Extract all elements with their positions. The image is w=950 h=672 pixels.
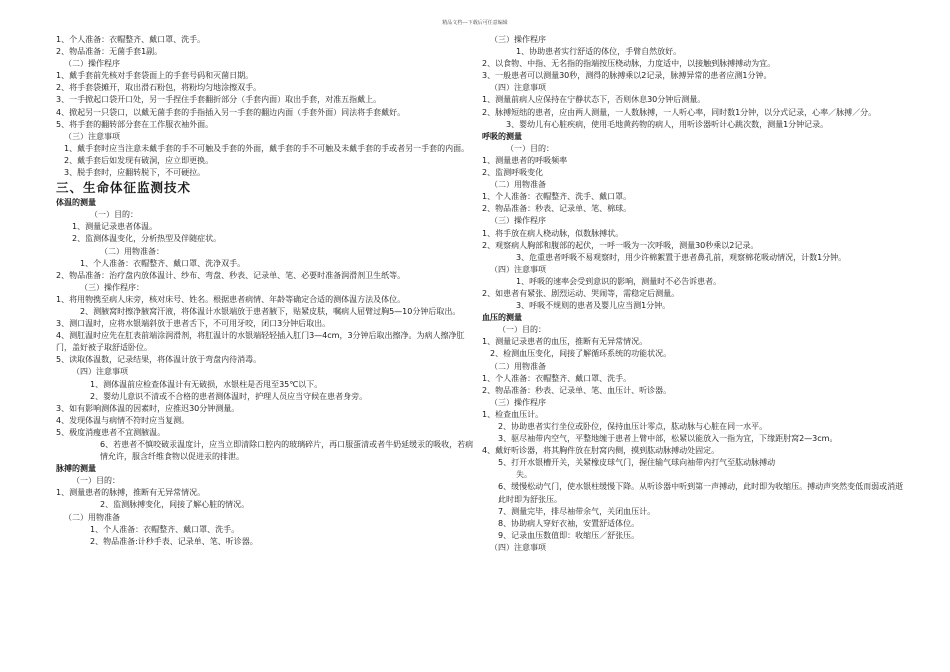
text-line: 1、将手放在病人桡动脉，似数脉搏状。: [482, 228, 624, 238]
text-line: 2、物品准备:计秒手表、记录单、笔、听诊器。: [90, 536, 258, 546]
text-line: 3、一手掀起口袋开口处，另一手捏住手套翻折部分（手套内面）取出手套，对准五指戴上。: [56, 95, 382, 105]
text-line: 1、戴手套时应当注意未戴手套的手不可触及手套的外面，戴手套的手不可触及未戴手套的手或者另一手套的内面。: [64, 143, 470, 153]
text-line: 1、测量患者的脉搏，推断有无异常情况。: [56, 488, 206, 498]
text-line: （三）操作程序：: [80, 282, 144, 292]
text-line: 4、戴好听诊器，将其胸件放在肘窝内侧，摸到肱动脉搏动处固定。: [482, 446, 720, 456]
text-line: 1、检查血压计。: [482, 409, 544, 419]
left-column: [56, 34, 476, 548]
text-line: 1、个人准备：衣帽整齐、戴口罩、洗净双手。: [80, 258, 246, 268]
subsection-heading: 呼吸的测量: [482, 131, 522, 141]
text-line: 1、测量记录患者体温。: [72, 222, 158, 232]
text-line: （一）目的：: [506, 143, 554, 153]
text-line: 1、戴手套前先核对手套袋面上的手套号码和灭菌日期。: [56, 71, 254, 81]
text-line: 1、测体温前应检查体温计有无破损，水银柱是否甩至35℃以下。: [90, 379, 323, 389]
text-line: 6、缓慢松动气门，使水银柱缓慢下降。从听诊器中听到第一声搏动，此时即为收缩压。搏动声突然变低而弱或消逝此时即为舒张压。: [498, 482, 904, 504]
text-line: 5、将手套的翻转部分套在工作服衣袖外面。: [56, 119, 214, 129]
text-line: 3、婴幼儿有心脏疾病，使用毛地黄药物的病人，用听诊器听计心跳次数，测量1分钟记录。: [506, 119, 829, 129]
text-line: （三）操作程序: [490, 216, 546, 226]
text-line: （一）目的：: [72, 476, 120, 486]
text-line: 2、物品准备：治疗盘内放体温计、纱布、弯盘、秒表、记录单、笔、必要时准备润滑剂卫生纸等。: [56, 270, 406, 280]
text-line: （四）注意事项: [490, 542, 546, 552]
text-line: 1、测量前病人应保持在宁静状态下，否则休息30分钟后测量。: [482, 95, 706, 105]
text-line: （二）用物准备: [64, 512, 120, 522]
text-line: 9、记录血压数值即：收缩压／舒张压。: [498, 530, 640, 540]
text-line: 3、驱尽袖带内空气，平整地缠于患者上臂中部，松紧以能放入一指为宜，下缘距肘窝2—3cm。: [498, 434, 838, 444]
text-line: 2、监测呼吸变化: [482, 168, 544, 178]
text-line: （二）操作程序: [64, 59, 120, 69]
text-line: （三）操作程序: [490, 35, 546, 44]
text-line: 2、脉搏短绌的患者，应由两人测量，一人数脉搏，一人听心率，同时数1分钟，以分式记录，心率／脉搏／分。: [482, 107, 877, 117]
text-line: （一）目的：: [90, 210, 138, 220]
text-line: 3、呼吸不规则的患者及婴儿应当测1分钟。: [516, 301, 671, 311]
text-line: 3、一般患者可以测量30秒，测得的脉搏乘以2记录，脉搏异常的患者应测1分钟。: [482, 71, 772, 81]
text-line: 1、协助患者实行舒适的体位，手臂自然放好。: [516, 47, 682, 57]
text-line: 1、个人准备：衣帽整齐、戴口罩、洗手。: [482, 373, 632, 383]
text-line: （二）用物准备: [490, 361, 546, 371]
subsection-heading: 血压的测量: [482, 313, 522, 323]
text-line: （三）注意事项: [64, 131, 120, 141]
text-line: 2、测腋窝时擦净腋窝汗液，将体温计水银端放于患者腋下，贴紧皮肤，嘱病人屈臂过胸5—10分钟后取出。: [80, 306, 461, 316]
text-line: 3、测口温时，应将水银端斜放于患者舌下，不可用牙咬，闭口3分钟后取出。: [56, 319, 331, 329]
text-line: 5、极度消瘦患者不宜测腋温。: [56, 427, 166, 437]
text-line: 3、脱手套时，应翻转脱下，不可硬拉。: [64, 168, 206, 178]
text-line: （四）注意事项: [490, 83, 546, 93]
subsection-heading: 脉搏的测量: [56, 464, 96, 474]
text-line: 2、物品准备：秒表、记录单、笔、棉球。: [482, 204, 632, 214]
text-line: 1、呼吸的速率会受到意识的影响，测量时不必告诉患者。: [516, 276, 722, 286]
section-heading: 三、生命体征监测技术: [56, 180, 192, 196]
text-line: 1、个人准备：衣帽整齐、洗手、戴口罩。: [482, 192, 632, 202]
subsection-heading: 体温的测量: [56, 198, 96, 208]
text-line: 7、测量完毕，排尽袖带余气，关闭血压计。: [498, 506, 656, 516]
text-line: （四）注意事项: [490, 264, 546, 274]
text-line: 4、掀起另一只袋口，以戴无菌手套的手指插入另一手套的翻边内面（手套外面）同法将手套戴好。: [56, 107, 406, 117]
text-line: 3、如有影响测体温的因素时，应推迟30分钟测量。: [56, 403, 240, 413]
text-line: 5、打开水银槽开关，关紧橡皮球气门，握住输气球向袖带内打气至肱动脉搏动: [498, 458, 776, 468]
text-line: 2、监测脉搏变化，间接了解心脏的情况。: [100, 500, 250, 510]
text-line: （二）用物准备: [490, 180, 546, 190]
text-line: 2、监测体温变化，分析热型及伴随症状。: [72, 234, 222, 244]
text-line: 2、物品准备：无菌手套1副。: [56, 47, 163, 57]
text-line: 3、危重患者呼吸不易观察时，用少许棉絮置于患者鼻孔前，观察棉花吸动情况，计数1分钟。: [516, 252, 847, 262]
text-line: 2、以食物、中指、无名指的指端按压桡动脉，力度适中，以接触到脉搏搏动为宜。: [482, 59, 776, 69]
text-line: 1、测量患者的呼吸频率: [482, 155, 568, 165]
text-line: 1、将用物携至病人床旁，核对床号、姓名。根据患者病情、年龄等确定合适的测体温方法及体位。: [56, 294, 406, 304]
text-line: 2、协助患者实行坐位或卧位，保持血压计零点，肱动脉与心脏在同一水平。: [498, 422, 768, 431]
text-line: 2、婴幼儿意识不清或不合格的患者测体温时，护理人员应当守候在患者身旁。: [90, 391, 368, 401]
text-line: （一）目的：: [498, 325, 546, 335]
text-line: 1、个人准备：衣帽整齐、戴口罩、洗手。: [90, 524, 240, 534]
text-line: 2、将手套袋摊开，取出滑石粉包，将粉均匀地涂擦双手。: [56, 83, 262, 93]
text-line: 5、读取体温数，记录结果，将体温计放于弯盘内待消毒。: [56, 355, 262, 365]
text-line: 失。: [516, 470, 532, 480]
text-line: 4、测肛温时应先在肛表前端涂润滑剂，将肛温计的水银端轻轻插入肛门3—4cm，3分钟后取出擦净。为病人擦净肛门，盖好被子取舒适卧位。: [56, 331, 465, 353]
text-line: 4、发现体温与病情不符时应当复测。: [56, 415, 190, 425]
text-line: 2、检测血压变化，间接了解循环系统的功能状况。: [490, 349, 672, 359]
text-line: （二）用物准备：: [100, 246, 164, 256]
text-line: 2、物品准备：秒表、记录单、笔、血压计、听诊器。: [482, 385, 672, 395]
text-line: 2、戴手套后如发现有破洞，应立即更换。: [64, 155, 214, 165]
text-line: 2、如患者有紧张、剧烈运动、哭闹等，需稳定后测量。: [482, 288, 680, 298]
text-line: （三）操作程序: [490, 397, 546, 407]
page-header: 精品文档---下载后可任意编辑: [442, 20, 508, 26]
text-line: 2、观察病人胸部和腹部的起伏，一呼一吸为一次呼吸，测量30秒乘以2记录。: [482, 240, 759, 250]
text-line: 1、个人准备：衣帽整齐、戴口罩、洗手。: [56, 35, 206, 44]
text-line: 8、协助病人穿好衣袖，安置舒适体位。: [498, 518, 640, 528]
text-line: （四）注意事项: [72, 367, 128, 377]
right-column: [482, 34, 906, 554]
text-line: 6、若患者不慎咬破汞温度计，应当立即清除口腔内的玻璃碎片，再口服蛋清或者牛奶延缓汞的吸收，若病情允许，服含纤维食物以促进汞的排泄。: [100, 440, 474, 462]
text-line: 1、测量记录患者的血压，推断有无异常情况。: [482, 337, 648, 347]
